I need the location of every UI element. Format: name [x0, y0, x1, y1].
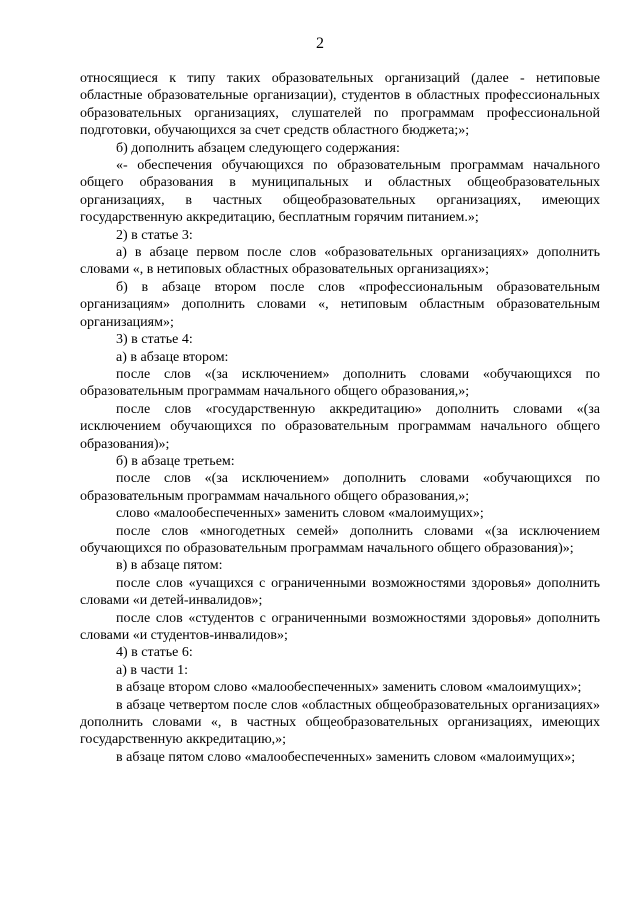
paragraph: в) в абзаце пятом: [116, 558, 223, 574]
paragraph: б) в абзаце третьем: [116, 453, 235, 469]
paragraph: а) в абзаце втором: [116, 349, 229, 365]
paragraph: в абзаце втором слово «малообеспеченных» заменить словом «малоимущих»; [116, 680, 582, 696]
page-number: 2 [316, 35, 324, 52]
paragraph: б) дополнить абзацем следующего содержания: [116, 140, 400, 156]
paragraph: а) в части 1: [116, 662, 188, 678]
paragraph: а) в абзаце первом после слов «образовательных организациях» дополнить словами «, в нетиповых областных образовательных организациях»; [80, 245, 600, 278]
paragraph: после слов «(за исключением» дополнить словами «обучающихся по образовательным программам начального общего образования,»; [80, 471, 600, 504]
paragraph: слово «малообеспеченных» заменить словом «малоимущих»; [116, 506, 484, 522]
paragraph: в абзаце пятом слово «малообеспеченных» заменить словом «малоимущих»; [116, 749, 576, 765]
paragraph: относящиеся к типу таких образовательных организаций (далее - нетиповые областные образовательные организации), студентов в областных профессиональных образовательных организациях, слушателей по программам профессиональной подготовки, обучающихся за счет средств областного бюджета;»; [80, 71, 600, 139]
paragraph: «- обеспечения обучающихся по образовательным программам начального общего образования в муниципальных и областных общеобразовательных организациях, в частных общеобразовательных организациях, имеющих государственную аккредитацию, бесплатным горячим питанием.»; [80, 158, 600, 226]
document-body [80, 70, 600, 766]
paragraph: 4) в статье 6: [116, 645, 193, 661]
paragraph: б) в абзаце втором после слов «профессиональным образовательным организациям» дополнить словами «, нетиповым областным образовательным организациям»; [80, 279, 600, 330]
paragraph: после слов «государственную аккредитацию» дополнить словами «(за исключением обучающихся по образовательным программам начального общего образования)»; [80, 401, 600, 452]
paragraph: после слов «учащихся с ограниченными возможностями здоровья» дополнить словами «и детей-инвалидов»; [80, 575, 600, 609]
paragraph: после слов «(за исключением» дополнить словами «обучающихся по образовательным программам начального общего образования,»; [80, 366, 600, 400]
paragraph: в абзаце четвертом после слов «областных общеобразовательных организациях» дополнить словами «, в частных общеобразовательных организациях, имеющих государственную аккредитацию,»; [80, 697, 600, 748]
paragraph: после слов «многодетных семей» дополнить словами «(за исключением обучающихся по образовательным программам начального общего образования)»; [80, 523, 600, 556]
paragraph: после слов «студентов с ограниченными возможностями здоровья» дополнить словами «и студентов-инвалидов»; [80, 610, 600, 643]
paragraph: 3) в статье 4: [116, 332, 193, 348]
paragraph: 2) в статье 3: [116, 227, 193, 243]
